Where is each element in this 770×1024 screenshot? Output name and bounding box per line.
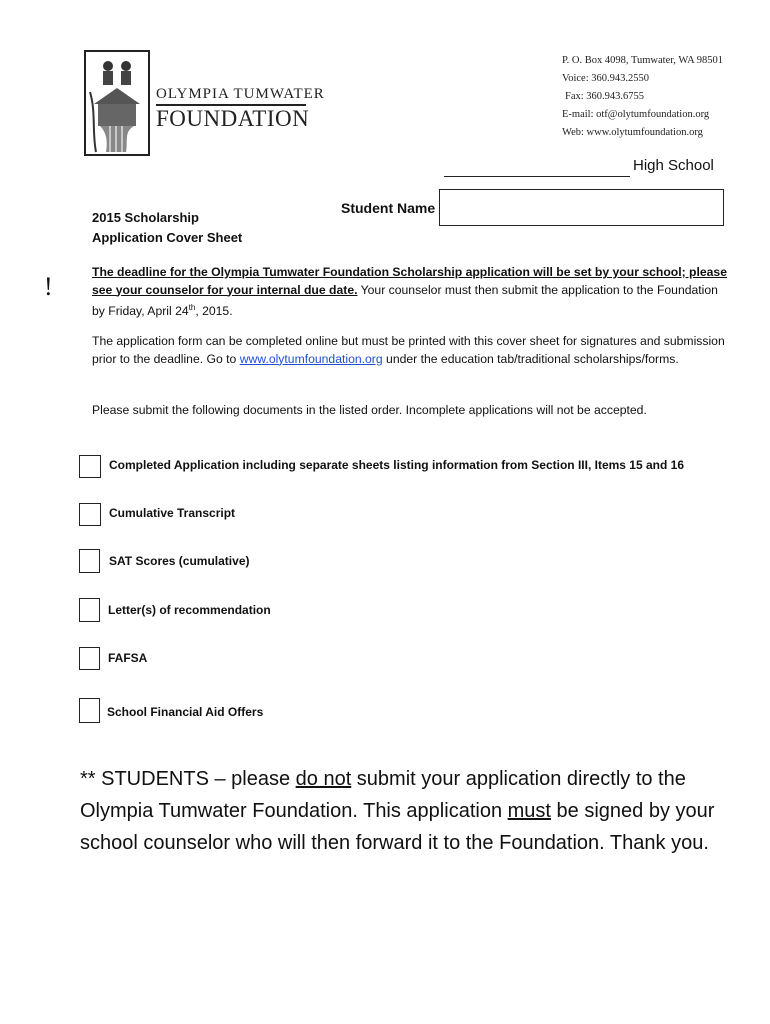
submit-instruction: Please submit the following documents in the listed order. Incomplete applications will not be accepted. [92,403,647,417]
online-text-2: under the education tab/traditional scholarships/forms. [382,351,679,366]
checklist-label: Cumulative Transcript [109,506,236,520]
notice-do-not: do not [295,768,352,790]
notice-part3: be signed by your school counselor who will then forward it to the Foundation. Thank you. [80,800,715,854]
checklist-label: Completed Application including separate sheets listing information from Section III, Items 15 and 16 [109,458,684,472]
contact-email: E-mail: otf@olytumfoundation.org [562,109,710,120]
foundation-logo [84,50,325,156]
form-title-line1: 2015 Scholarship [92,210,199,225]
logo-name-line1: OLYMPIA TUMWATER [156,86,325,102]
online-text-1: The application form can be completed online but must be printed with this cover sheet for signatures and submission prior to the deadline. Go to [92,334,725,366]
checkbox-sat-scores[interactable] [79,549,100,573]
contact-web: Web: www.olytumfoundation.org [562,127,703,138]
form-title-line2: Application Cover Sheet [92,230,243,245]
deadline-sup: th [188,303,196,312]
checklist-label: FAFSA [108,651,148,665]
student-notice [80,763,740,859]
checkbox-fafsa[interactable] [79,647,100,670]
contact-po-box: P. O. Box 4098, Tumwater, WA 98501 [562,55,723,66]
logo-emblem-art [86,52,148,154]
checkbox-completed-application[interactable] [79,455,101,478]
online-paragraph [92,333,732,368]
high-school-field[interactable] [444,176,630,177]
checklist-label: SAT Scores (cumulative) [109,554,250,568]
contact-fax: Fax: 360.943.6755 [565,91,645,102]
deadline-paragraph [92,264,732,321]
deadline-rest: Your counselor must then submit the application to the Foundation by Friday, April 24 [92,282,718,319]
checkbox-financial-aid[interactable] [79,698,100,723]
deadline-underlined: The deadline for the Olympia Tumwater Foundation Scholarship application will be set by your school; please see your counselor for your internal due date. [92,265,727,297]
notice-part2: submit your application directly to the Olympia Tumwater Foundation. This application [80,768,686,822]
student-name-underline [441,225,703,226]
exclamation-icon: ! [44,272,53,301]
logo-emblem [84,50,150,156]
logo-name-line2: FOUNDATION [156,106,310,131]
checkbox-recommendation[interactable] [79,598,100,622]
high-school-label: High School [633,157,714,174]
notice-part1: ** STUDENTS – please [80,768,296,790]
student-name-field[interactable] [439,189,724,226]
checkbox-transcript[interactable] [79,503,101,526]
foundation-website-link[interactable]: www.olytumfoundation.org [239,351,383,366]
student-name-label: Student Name [341,200,436,216]
deadline-end: , 2015. [195,304,233,319]
contact-voice: Voice: 360.943.2550 [562,73,650,84]
notice-must: must [507,800,551,822]
checklist-label: School Financial Aid Offers [107,705,264,719]
checklist-label: Letter(s) of recommendation [108,603,271,617]
